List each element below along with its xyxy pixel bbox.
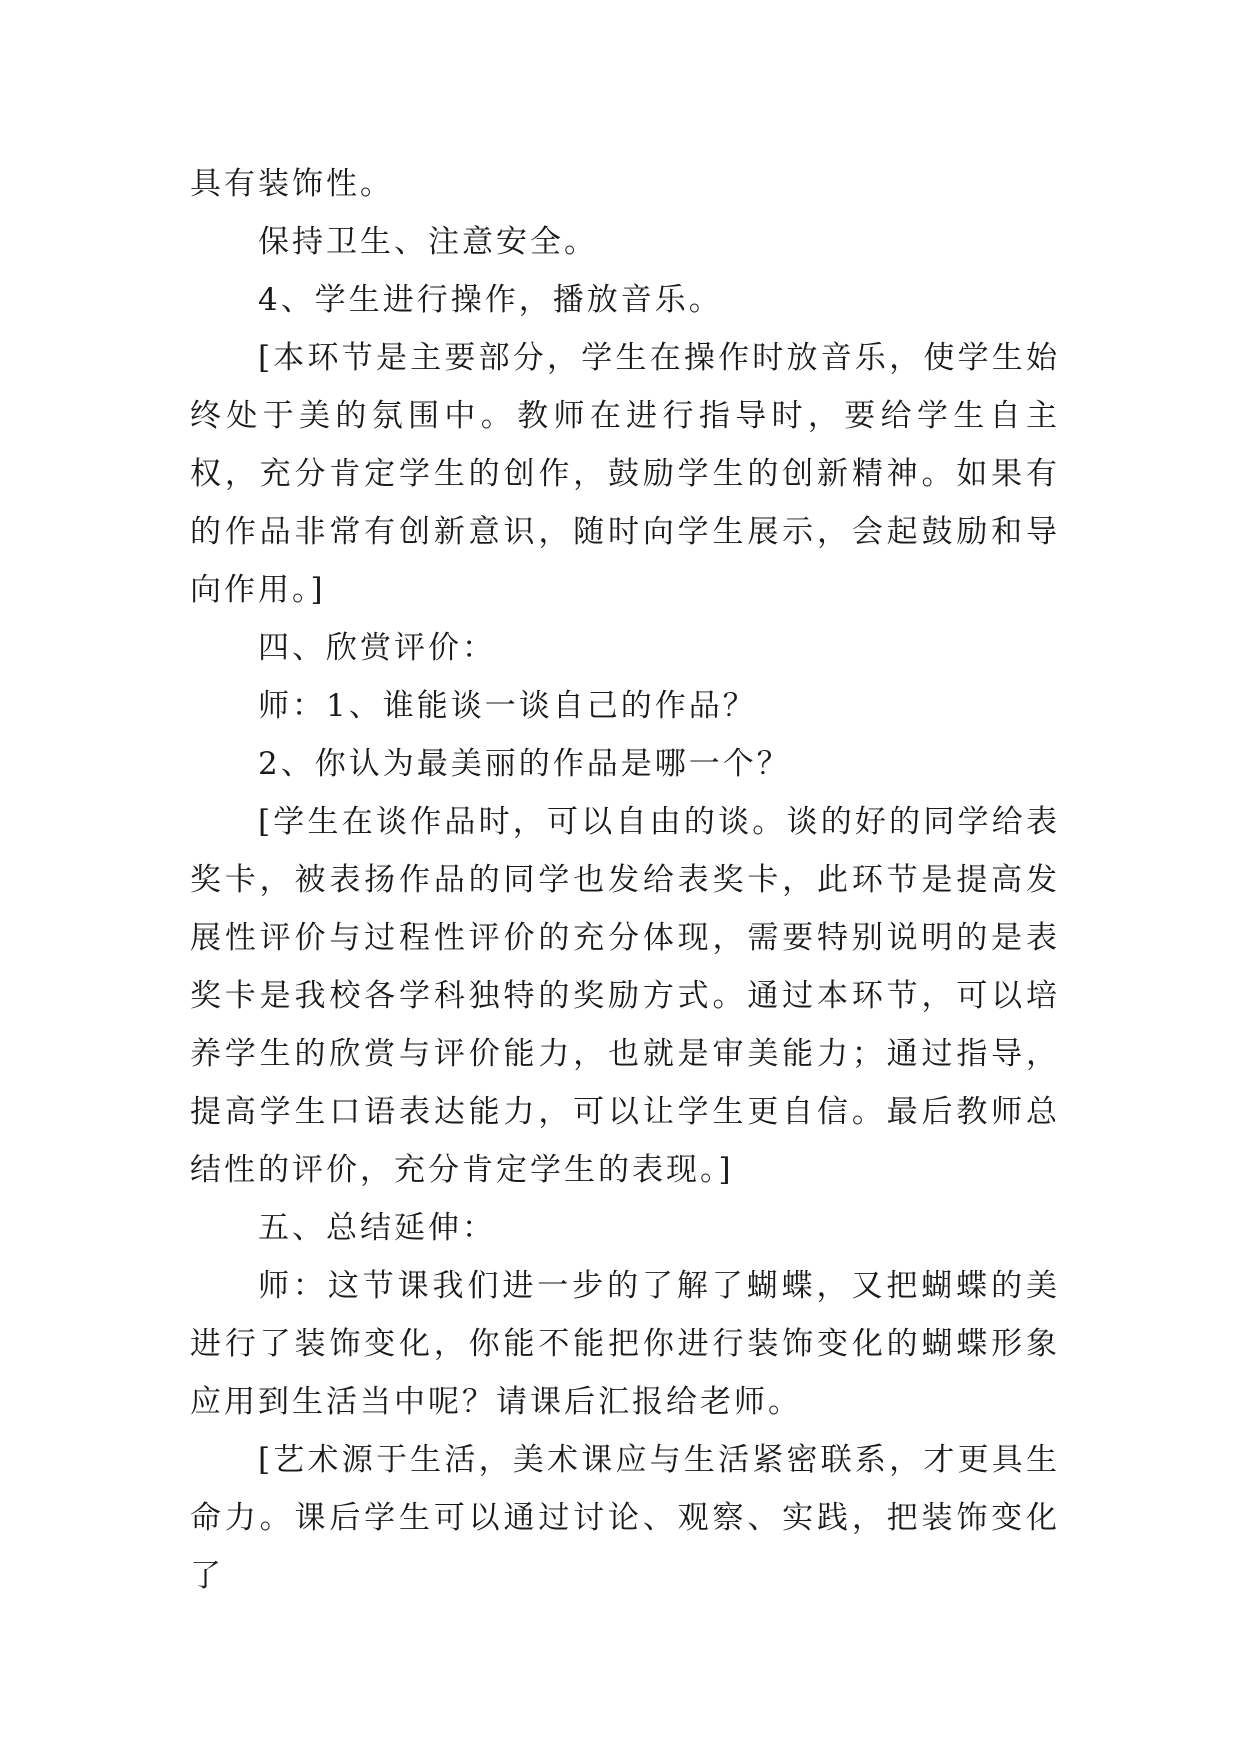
section-heading-summary: 五、总结延伸： (258, 1210, 496, 1246)
paragraph-teacher-summary: 师：这节课我们进一步的了解了蝴蝶，又把蝴蝶的美进行了装饰变化，你能不能把你进行装饰变化的蝴蝶形象应用到生活当中呢？请课后汇报给老师。 (190, 1268, 1060, 1420)
paragraph-note-operation: [本环节是主要部分，学生在操作时放音乐，使学生始终处于美的氛围中。教师在进行指导时，要给学生自主权，充分肯定学生的创作，鼓励学生的创新精神。如果有的作品非常有创新意识，随时向学生展示，会起鼓励和导向作用。] (190, 340, 1060, 608)
section-heading-appreciation: 四、欣赏评价： (258, 630, 496, 666)
paragraph-note-evaluation: [学生在谈作品时，可以自由的谈。谈的好的同学给表奖卡，被表扬作品的同学也发给表奖卡，此环节是提高发展性评价与过程性评价的充分体现，需要特别说明的是表奖卡是我校各学科独特的奖励方式。通过本环节，可以培养学生的欣赏与评价能力，也就是审美能力；通过指导，提高学生口语表达能力，可以让学生更自信。最后教师总结性的评价，充分肯定学生的表现。] (190, 804, 1060, 1188)
paragraph-step-4: 4、学生进行操作，播放音乐。 (258, 282, 723, 318)
paragraph-decorative-continuation: 具有装饰性。 (190, 166, 394, 202)
paragraph-hygiene-safety: 保持卫生、注意安全。 (258, 224, 598, 260)
paragraph-question-1: 师：1、谁能谈一谈自己的作品？ (258, 688, 757, 724)
paragraph-question-2: 2、你认为最美丽的作品是哪一个？ (258, 746, 791, 782)
paragraph-note-art-life: [艺术源于生活，美术课应与生活紧密联系，才更具生命力。课后学生可以通过讨论、观察、实践，把装饰变化了 (190, 1442, 1060, 1594)
document-page (190, 155, 1060, 1605)
